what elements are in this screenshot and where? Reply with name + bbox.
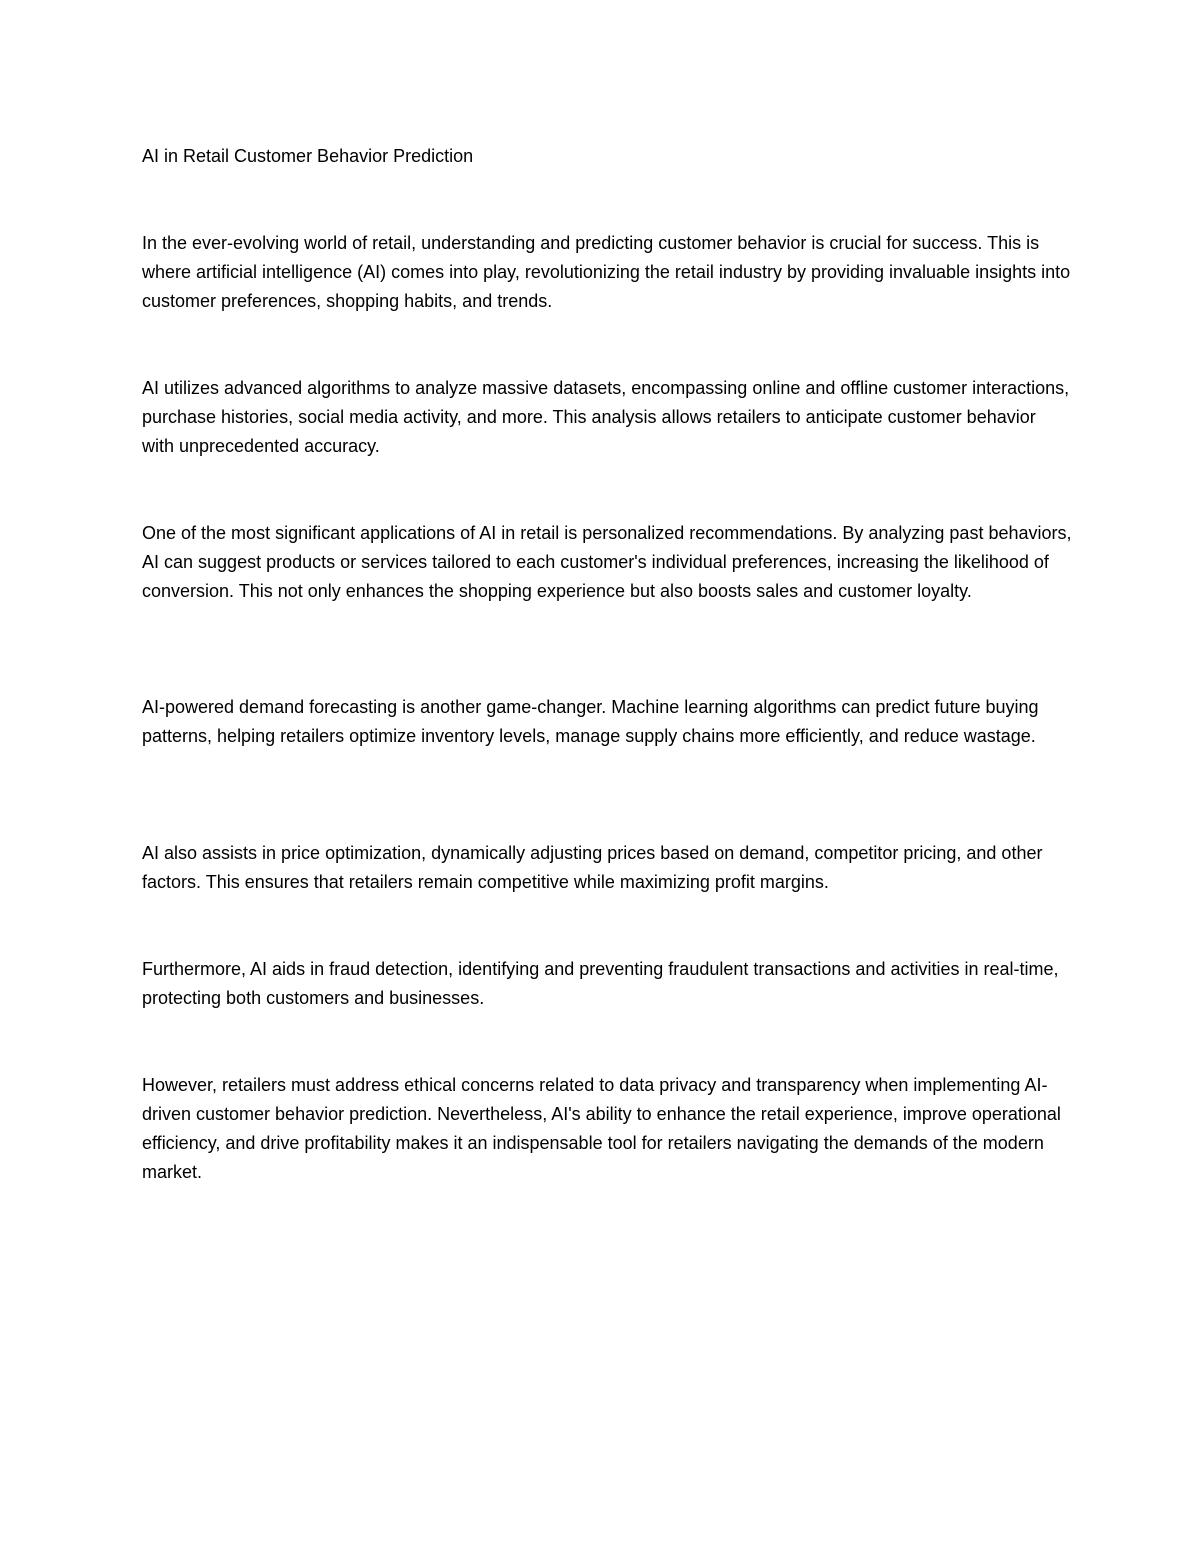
paragraph-demand-forecasting: AI-powered demand forecasting is another game-changer. Machine learning algorithms can predict future buying patterns, helping retailers optimize inventory levels, manage supply chains more efficiently, and reduce wastage.: [142, 697, 1039, 746]
paragraph-recommendations: One of the most significant applications of AI in retail is personalized recommendations. By analyzing past behaviors, AI can suggest products or services tailored to each customer's individual preferences, increasing the likelihood of conversion. This not only enhances the shopping experience but also boosts sales and customer loyalty.: [142, 523, 1072, 601]
paragraph-price-optimization: AI also assists in price optimization, dynamically adjusting prices based on demand, competitor pricing, and other factors. This ensures that retailers remain competitive while maximizing profit margins.: [142, 843, 1043, 892]
document-title: AI in Retail Customer Behavior Prediction: [142, 146, 474, 166]
paragraph-data-analysis: AI utilizes advanced algorithms to analyze massive datasets, encompassing online and offline customer interactions, purchase histories, social media activity, and more. This analysis allows retailers to anticipate customer behavior with unprecedented accuracy.: [142, 378, 1070, 456]
paragraph-intro: In the ever-evolving world of retail, understanding and predicting customer behavior is crucial for success. This is where artificial intelligence (AI) comes into play, revolutionizing the retail industry by providing invaluable insights into customer preferences, shopping habits, and trends.: [142, 233, 1071, 311]
paragraph-conclusion: However, retailers must address ethical concerns related to data privacy and transparency when implementing AI-driven customer behavior prediction. Nevertheless, AI's ability to enhance the retail experience, improve operational efficiency, and drive profitability makes it an indispensable tool for retailers navigating the demands of the modern market.: [142, 1075, 1061, 1182]
paragraph-fraud-detection: Furthermore, AI aids in fraud detection, identifying and preventing fraudulent transactions and activities in real-time, protecting both customers and businesses.: [142, 959, 1059, 1008]
